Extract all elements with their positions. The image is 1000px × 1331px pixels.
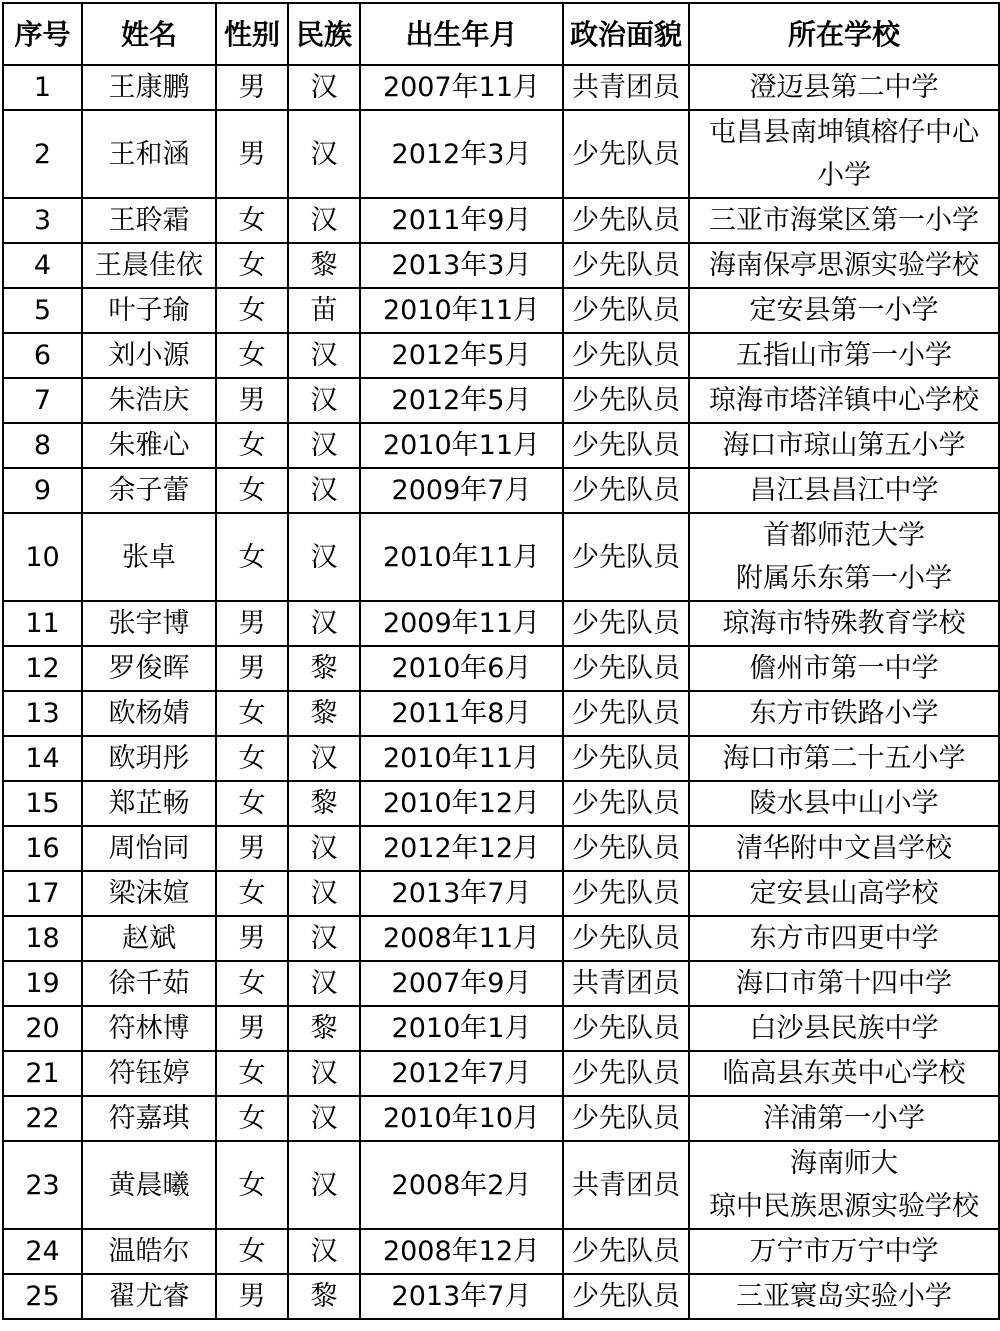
school-line: 澄迈县第二中学: [749, 72, 939, 103]
school-line: 琼海市特殊教育学校: [722, 608, 966, 639]
school-line: 东方市铁路小学: [749, 698, 939, 729]
table-row: [3, 65, 999, 110]
cell-no: 8: [3, 423, 82, 468]
cell-gender: 女: [216, 333, 288, 378]
cell-ethnic: 黎: [288, 243, 360, 288]
cell-political: 共青团员: [563, 65, 689, 110]
cell-school: [689, 468, 999, 513]
cell-birth: 2010年6月: [360, 646, 563, 691]
cell-no: 3: [3, 198, 82, 243]
cell-school: [689, 110, 999, 198]
cell-political: 少先队员: [563, 468, 689, 513]
table-row: [3, 1051, 999, 1096]
table-row: [3, 1006, 999, 1051]
cell-birth: 2010年12月: [360, 781, 563, 826]
cell-political: 少先队员: [563, 1229, 689, 1274]
cell-gender: 女: [216, 1051, 288, 1096]
cell-school: [689, 916, 999, 961]
cell-school: [689, 601, 999, 646]
cell-no: 21: [3, 1051, 82, 1096]
school-line: 海口市第十四中学: [736, 968, 952, 999]
cell-no: 22: [3, 1096, 82, 1141]
cell-political: 少先队员: [563, 1274, 689, 1319]
cell-ethnic: 黎: [288, 1006, 360, 1051]
cell-birth: 2010年1月: [360, 1006, 563, 1051]
header-cell-name: 姓名: [82, 3, 216, 65]
school-line: 海南保亭思源实验学校: [709, 250, 979, 281]
cell-no: 14: [3, 736, 82, 781]
cell-gender: 女: [216, 423, 288, 468]
cell-political: 少先队员: [563, 691, 689, 736]
cell-birth: 2010年11月: [360, 513, 563, 601]
table-row: [3, 601, 999, 646]
cell-name: 周怡同: [82, 826, 216, 871]
school-line: 儋州市第一中学: [749, 653, 939, 684]
school-line: 屯昌县南坤镇榕仔中心: [709, 117, 979, 148]
cell-no: 6: [3, 333, 82, 378]
cell-school: [689, 1229, 999, 1274]
table-row: [3, 110, 999, 198]
table-row: [3, 736, 999, 781]
cell-political: 少先队员: [563, 736, 689, 781]
cell-ethnic: 汉: [288, 871, 360, 916]
cell-ethnic: 汉: [288, 468, 360, 513]
cell-political: 少先队员: [563, 916, 689, 961]
cell-birth: 2008年12月: [360, 1229, 563, 1274]
table-row: [3, 916, 999, 961]
cell-ethnic: 汉: [288, 198, 360, 243]
cell-birth: 2011年9月: [360, 198, 563, 243]
cell-no: 11: [3, 601, 82, 646]
school-line: 海口市第二十五小学: [722, 743, 966, 774]
school-line: 琼海市塔洋镇中心学校: [709, 385, 979, 416]
cell-school: [689, 1096, 999, 1141]
cell-name: 朱浩庆: [82, 378, 216, 423]
cell-ethnic: 汉: [288, 423, 360, 468]
table-row: [3, 1096, 999, 1141]
cell-school: [689, 198, 999, 243]
cell-political: 共青团员: [563, 961, 689, 1006]
school-line: 清华附中文昌学校: [736, 833, 952, 864]
cell-political: 少先队员: [563, 423, 689, 468]
cell-political: 少先队员: [563, 378, 689, 423]
cell-birth: 2013年7月: [360, 871, 563, 916]
cell-birth: 2010年11月: [360, 288, 563, 333]
cell-ethnic: 黎: [288, 1274, 360, 1319]
cell-gender: 女: [216, 468, 288, 513]
cell-political: 少先队员: [563, 1051, 689, 1096]
table-row: [3, 513, 999, 601]
cell-birth: 2012年3月: [360, 110, 563, 198]
table-row: [3, 198, 999, 243]
cell-name: 郑芷畅: [82, 781, 216, 826]
cell-no: 1: [3, 65, 82, 110]
cell-gender: 女: [216, 736, 288, 781]
cell-no: 17: [3, 871, 82, 916]
header-cell-gender: 性别: [216, 3, 288, 65]
table-row: [3, 243, 999, 288]
cell-no: 7: [3, 378, 82, 423]
cell-school: [689, 1141, 999, 1229]
school-line: 附属乐东第一小学: [736, 563, 952, 594]
school-line: 定安县山高学校: [749, 878, 939, 909]
cell-political: 少先队员: [563, 601, 689, 646]
cell-political: 少先队员: [563, 826, 689, 871]
school-line: 三亚寰岛实验小学: [736, 1281, 952, 1312]
school-line: 万宁市万宁中学: [749, 1236, 939, 1267]
cell-political: 少先队员: [563, 513, 689, 601]
table-row: [3, 691, 999, 736]
cell-name: 翟尤睿: [82, 1274, 216, 1319]
cell-gender: 女: [216, 243, 288, 288]
cell-gender: 女: [216, 288, 288, 333]
school-line: 定安县第一小学: [749, 295, 939, 326]
cell-no: 23: [3, 1141, 82, 1229]
cell-no: 4: [3, 243, 82, 288]
school-line: 白沙县民族中学: [749, 1013, 939, 1044]
cell-birth: 2013年7月: [360, 1274, 563, 1319]
cell-school: [689, 646, 999, 691]
cell-ethnic: 汉: [288, 736, 360, 781]
cell-political: 少先队员: [563, 333, 689, 378]
cell-school: [689, 378, 999, 423]
cell-name: 温皓尔: [82, 1229, 216, 1274]
cell-school: [689, 826, 999, 871]
cell-school: [689, 781, 999, 826]
cell-name: 刘小源: [82, 333, 216, 378]
table-row: [3, 378, 999, 423]
cell-school: [689, 288, 999, 333]
school-line: 临高县东英中心学校: [722, 1058, 966, 1089]
cell-gender: 女: [216, 1096, 288, 1141]
cell-birth: 2008年11月: [360, 916, 563, 961]
cell-gender: 男: [216, 646, 288, 691]
cell-name: 黄晨曦: [82, 1141, 216, 1229]
cell-gender: 男: [216, 1006, 288, 1051]
cell-name: 王康鹏: [82, 65, 216, 110]
cell-school: [689, 243, 999, 288]
cell-name: 符嘉琪: [82, 1096, 216, 1141]
cell-ethnic: 汉: [288, 1051, 360, 1096]
cell-gender: 男: [216, 378, 288, 423]
cell-birth: 2010年11月: [360, 736, 563, 781]
cell-political: 少先队员: [563, 871, 689, 916]
cell-school: [689, 871, 999, 916]
table-row: [3, 1141, 999, 1229]
cell-gender: 男: [216, 601, 288, 646]
cell-no: 19: [3, 961, 82, 1006]
header-row: [3, 3, 999, 65]
table-row: [3, 1229, 999, 1274]
table-row: [3, 1274, 999, 1319]
cell-ethnic: 汉: [288, 961, 360, 1006]
cell-no: 10: [3, 513, 82, 601]
cell-gender: 女: [216, 961, 288, 1006]
cell-birth: 2009年11月: [360, 601, 563, 646]
cell-gender: 女: [216, 1229, 288, 1274]
school-line: 首都师范大学: [763, 520, 925, 551]
cell-political: 少先队员: [563, 646, 689, 691]
cell-ethnic: 汉: [288, 1141, 360, 1229]
table-row: [3, 468, 999, 513]
school-line: 东方市四更中学: [749, 923, 939, 954]
cell-political: 少先队员: [563, 1006, 689, 1051]
cell-political: 少先队员: [563, 243, 689, 288]
cell-ethnic: 汉: [288, 333, 360, 378]
cell-ethnic: 汉: [288, 916, 360, 961]
cell-name: 梁沫媗: [82, 871, 216, 916]
cell-political: 少先队员: [563, 198, 689, 243]
table-row: [3, 871, 999, 916]
cell-birth: 2012年5月: [360, 333, 563, 378]
cell-ethnic: 黎: [288, 646, 360, 691]
cell-name: 张卓: [82, 513, 216, 601]
cell-no: 12: [3, 646, 82, 691]
school-line: 洋浦第一小学: [763, 1103, 925, 1134]
cell-birth: 2011年8月: [360, 691, 563, 736]
school-line: 小学: [817, 160, 871, 191]
cell-ethnic: 汉: [288, 378, 360, 423]
cell-no: 20: [3, 1006, 82, 1051]
cell-name: 罗俊晖: [82, 646, 216, 691]
cell-gender: 男: [216, 826, 288, 871]
cell-no: 15: [3, 781, 82, 826]
table-row: [3, 826, 999, 871]
cell-gender: 男: [216, 65, 288, 110]
cell-ethnic: 汉: [288, 1096, 360, 1141]
cell-no: 24: [3, 1229, 82, 1274]
cell-school: [689, 65, 999, 110]
cell-school: [689, 691, 999, 736]
cell-political: 少先队员: [563, 288, 689, 333]
cell-name: 王聆霜: [82, 198, 216, 243]
cell-gender: 女: [216, 513, 288, 601]
cell-name: 王晨佳依: [82, 243, 216, 288]
cell-political: 少先队员: [563, 781, 689, 826]
student-roster-table: [2, 2, 1000, 1320]
cell-gender: 男: [216, 1274, 288, 1319]
cell-gender: 男: [216, 110, 288, 198]
school-line: 海南师大: [790, 1148, 898, 1179]
cell-no: 25: [3, 1274, 82, 1319]
cell-birth: 2008年2月: [360, 1141, 563, 1229]
cell-no: 9: [3, 468, 82, 513]
cell-birth: 2010年11月: [360, 423, 563, 468]
cell-ethnic: 黎: [288, 781, 360, 826]
header-cell-school: 所在学校: [689, 3, 999, 65]
table-row: [3, 333, 999, 378]
school-line: 海口市琼山第五小学: [722, 430, 966, 461]
cell-gender: 女: [216, 871, 288, 916]
cell-ethnic: 汉: [288, 65, 360, 110]
cell-name: 余子蕾: [82, 468, 216, 513]
cell-no: 2: [3, 110, 82, 198]
school-line: 五指山市第一小学: [736, 340, 952, 371]
cell-school: [689, 736, 999, 781]
cell-no: 16: [3, 826, 82, 871]
cell-ethnic: 汉: [288, 601, 360, 646]
cell-school: [689, 333, 999, 378]
cell-ethnic: 汉: [288, 513, 360, 601]
school-line: 陵水县中山小学: [749, 788, 939, 819]
cell-ethnic: 汉: [288, 110, 360, 198]
header-cell-birth: 出生年月: [360, 3, 563, 65]
cell-gender: 男: [216, 916, 288, 961]
cell-birth: 2012年12月: [360, 826, 563, 871]
cell-gender: 女: [216, 691, 288, 736]
cell-no: 5: [3, 288, 82, 333]
cell-political: 共青团员: [563, 1141, 689, 1229]
table-row: [3, 781, 999, 826]
school-line: 昌江县昌江中学: [749, 475, 939, 506]
cell-name: 符钰婷: [82, 1051, 216, 1096]
cell-birth: 2012年7月: [360, 1051, 563, 1096]
cell-name: 叶子瑜: [82, 288, 216, 333]
cell-gender: 女: [216, 198, 288, 243]
cell-gender: 女: [216, 1141, 288, 1229]
cell-gender: 女: [216, 781, 288, 826]
table-row: [3, 423, 999, 468]
cell-birth: 2009年7月: [360, 468, 563, 513]
cell-no: 18: [3, 916, 82, 961]
cell-birth: 2007年11月: [360, 65, 563, 110]
table-row: [3, 646, 999, 691]
cell-school: [689, 1051, 999, 1096]
cell-school: [689, 513, 999, 601]
cell-name: 赵斌: [82, 916, 216, 961]
cell-ethnic: 汉: [288, 1229, 360, 1274]
cell-birth: 2010年10月: [360, 1096, 563, 1141]
cell-no: 13: [3, 691, 82, 736]
cell-name: 王和涵: [82, 110, 216, 198]
cell-school: [689, 1274, 999, 1319]
cell-name: 欧杨婧: [82, 691, 216, 736]
cell-name: 徐千茹: [82, 961, 216, 1006]
cell-birth: 2007年9月: [360, 961, 563, 1006]
cell-school: [689, 961, 999, 1006]
header-cell-no: 序号: [3, 3, 82, 65]
header-cell-political: 政治面貌: [563, 3, 689, 65]
cell-name: 符林博: [82, 1006, 216, 1051]
cell-name: 欧玥彤: [82, 736, 216, 781]
cell-birth: 2012年5月: [360, 378, 563, 423]
table-row: [3, 961, 999, 1006]
cell-birth: 2013年3月: [360, 243, 563, 288]
cell-name: 张宇博: [82, 601, 216, 646]
school-line: 三亚市海棠区第一小学: [709, 205, 979, 236]
cell-ethnic: 黎: [288, 691, 360, 736]
cell-school: [689, 423, 999, 468]
table-row: [3, 288, 999, 333]
cell-political: 少先队员: [563, 110, 689, 198]
cell-political: 少先队员: [563, 1096, 689, 1141]
header-cell-ethnic: 民族: [288, 3, 360, 65]
cell-school: [689, 1006, 999, 1051]
cell-ethnic: 汉: [288, 826, 360, 871]
cell-ethnic: 苗: [288, 288, 360, 333]
school-line: 琼中民族思源实验学校: [709, 1191, 979, 1222]
cell-name: 朱雅心: [82, 423, 216, 468]
